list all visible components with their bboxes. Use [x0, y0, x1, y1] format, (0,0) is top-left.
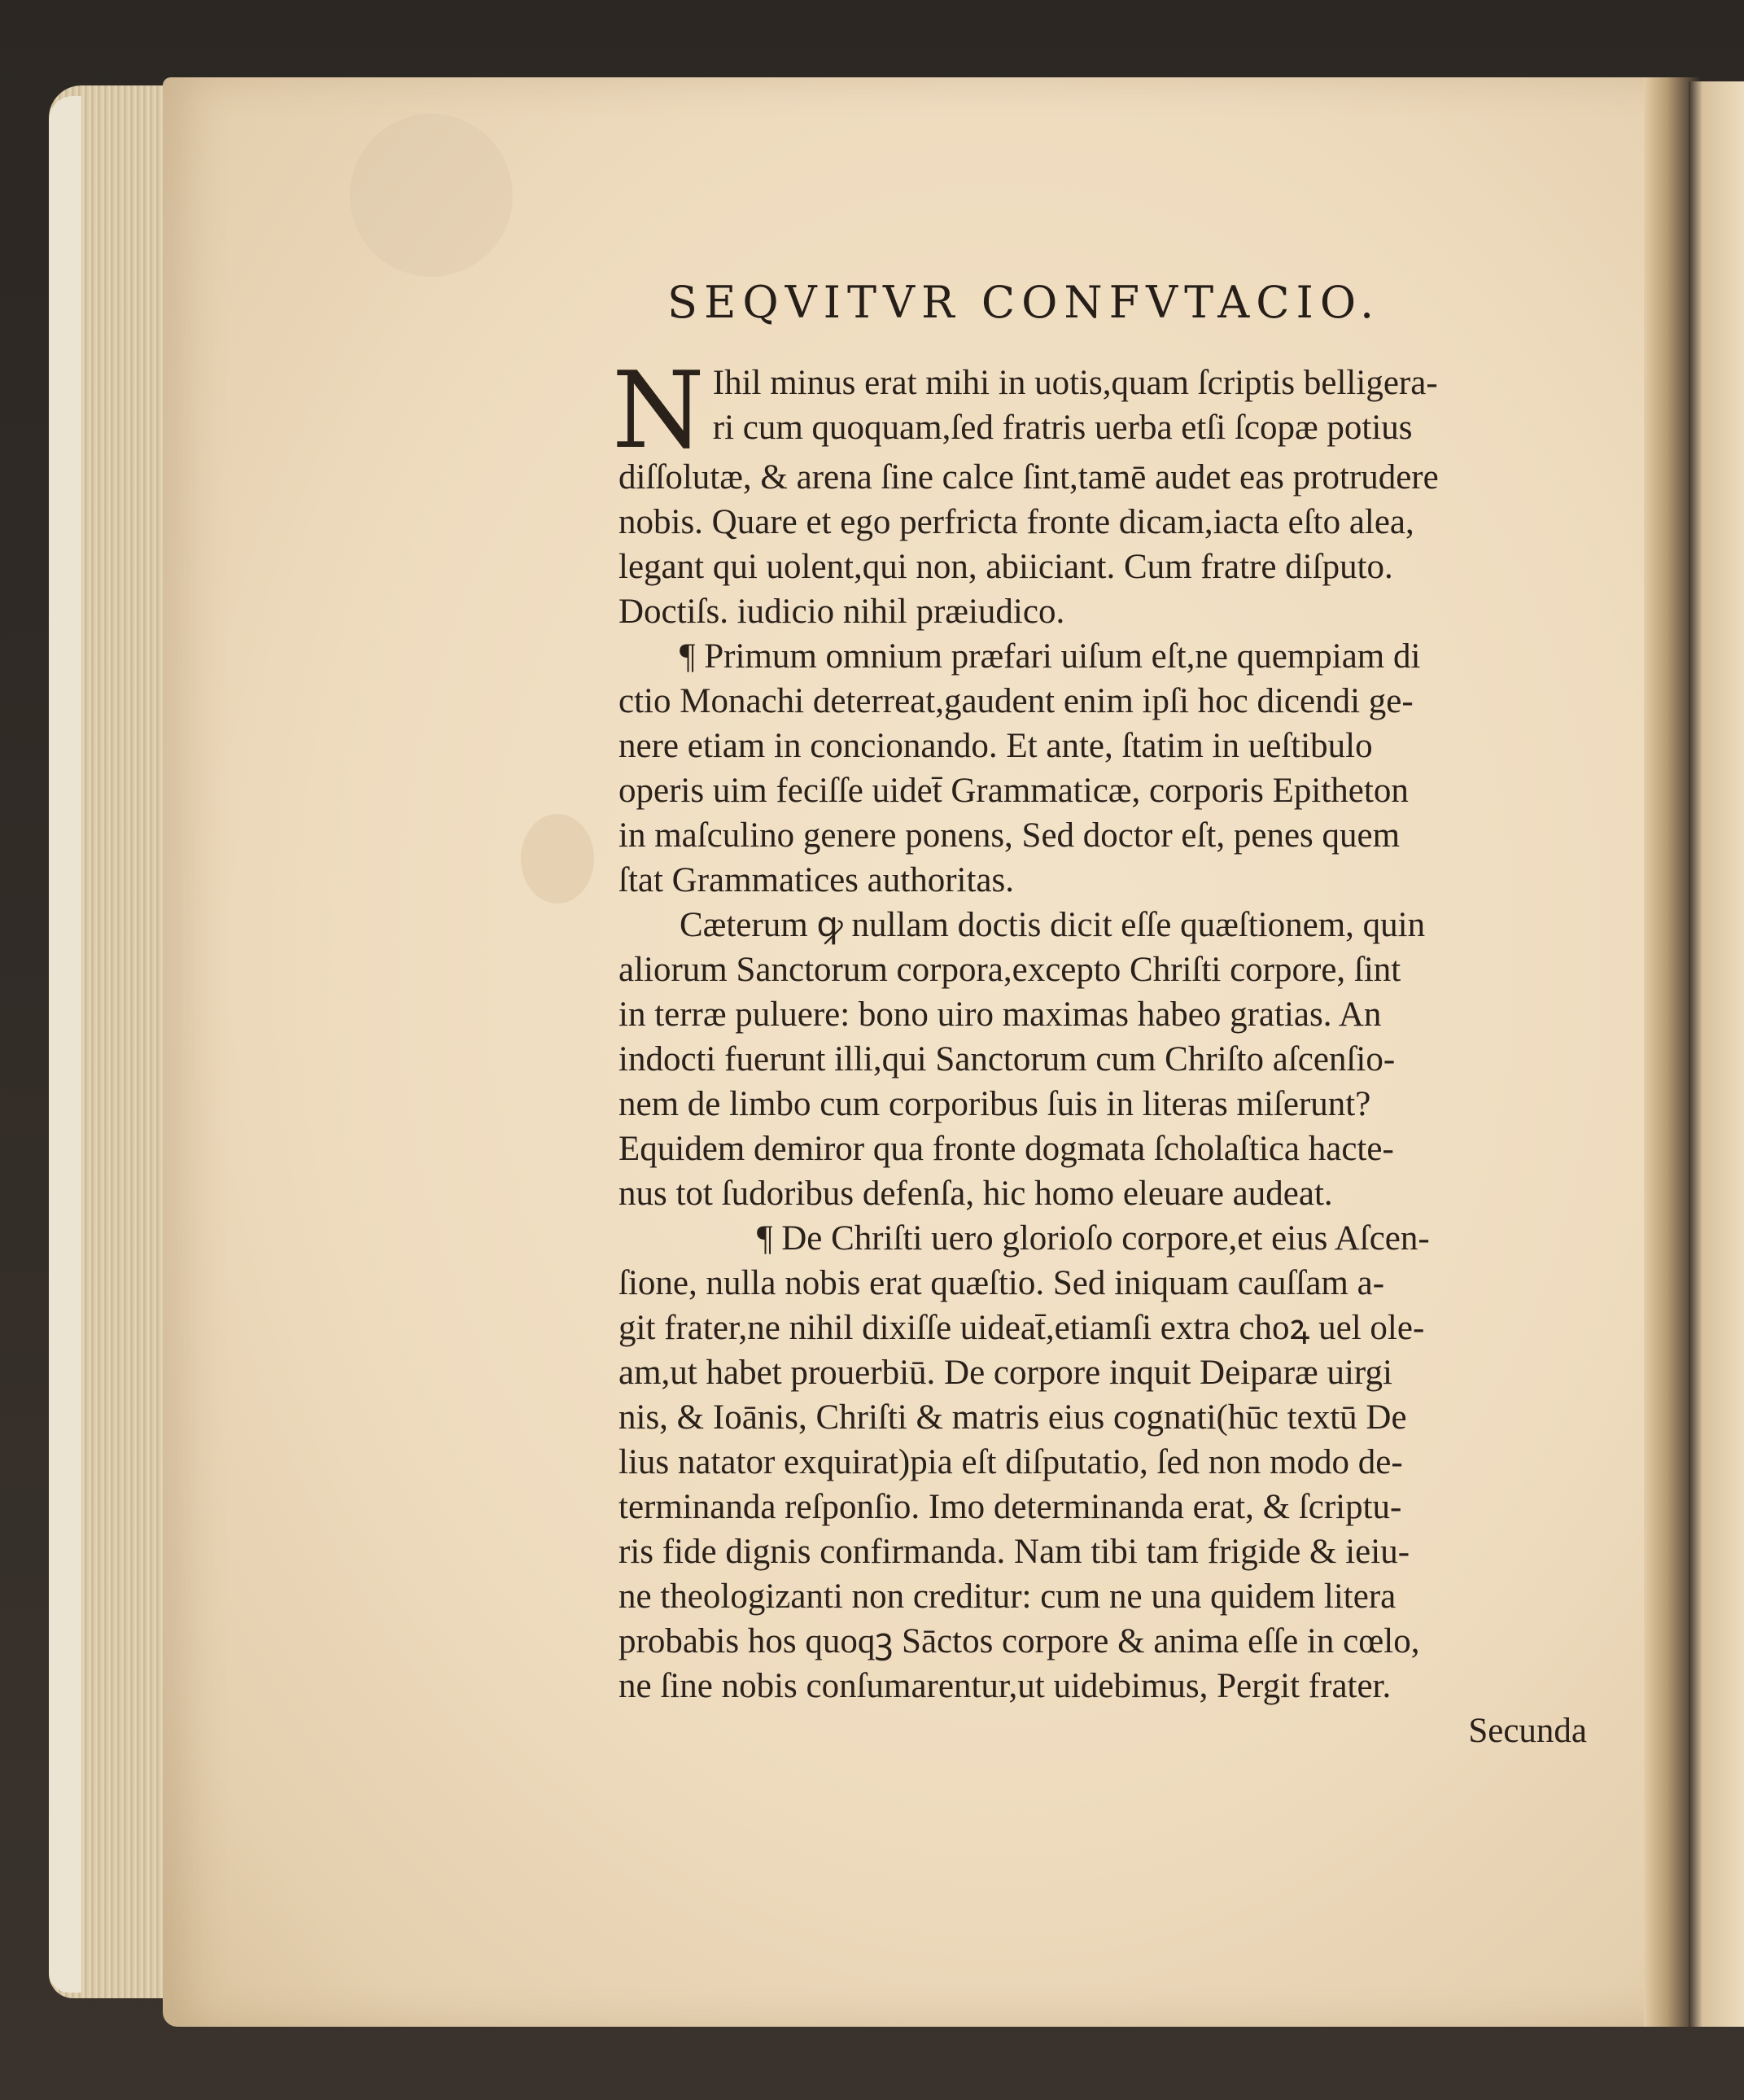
text-line: ctio Monachi deterreat,gaudent enim ipſi hoc dicendi ge- [618, 682, 1414, 720]
text-line: ¶ Primum omnium præfari uiſum eſt,ne quempiam di [680, 637, 1421, 676]
text-line: ſione, nulla nobis erat quæſtio. Sed iniquam cauſſam a- [618, 1264, 1385, 1302]
text-line: nere etiam in concionando. Et ante, ſtatim in ueſtibulo [618, 727, 1373, 765]
text-line: indocti fuerunt illi,qui Sanctorum cum Chriſto aſcenſio- [618, 1040, 1396, 1078]
text-line: ne theologizanti non creditur: cum ne una quidem litera [618, 1577, 1397, 1616]
text-line: nus tot ſudoribus defenſa, hic homo eleuare audeat. [618, 1175, 1333, 1213]
text-line: legant qui uolent,qui non, abiiciant. Cum fratre diſputo. [618, 548, 1393, 586]
text-line-content: Ihil minus erat mihi in uotis,quam ſcriptis belligera- [712, 364, 1438, 402]
drop-capital: N [612, 348, 705, 472]
page-heading: SEQVITVR CONFVTACIO. [667, 277, 1381, 328]
text-line: am,ut habet prouerbiū. De corpore inquit Deiparæ uirgi [618, 1354, 1392, 1392]
text-line: nem de limbo cum corporibus ſuis in literas miſerunt? [618, 1085, 1371, 1123]
text-line: nis, & Ioānis, Chriſti & matris eius cognati(hūc textū De [618, 1398, 1407, 1437]
text-line: ri cum quoquam,ſed fratris uerba etſi ſcopæ potius [712, 409, 1413, 447]
text-line: Cæterum ꝙ nullam doctis dicit eſſe quæſtionem, quin [680, 906, 1426, 944]
stain-spot [350, 114, 513, 277]
body-text [612, 348, 1587, 1708]
text-line: probabis hos quoqꝫ Sāctos corpore & anima eſſe in cœlo, [618, 1622, 1420, 1660]
text-line: Equidem demiror qua fronte dogmata ſcholaſtica hacte- [618, 1130, 1394, 1168]
text-line: lius natator exquirat)pia eſt diſputatio, ſed non modo de- [618, 1443, 1403, 1481]
text-line: terminanda reſponſio. Imo determinanda erat, & ſcriptu- [618, 1488, 1402, 1526]
text-line: diſſolutæ, & arena ſine calce ſint,tamē audet eas protrudere [618, 458, 1439, 497]
cover-edge [49, 96, 81, 1993]
text-line: ris fide dignis confirmanda. Nam tibi tam frigide & ieiu- [618, 1533, 1410, 1571]
text-line: in terræ puluere: bono uiro maximas habeo gratias. An [618, 995, 1382, 1034]
text-line: git frater,ne nihil dixiſſe uideat̄,etiamſi extra choꝝ uel ole- [618, 1309, 1425, 1347]
text-line: Doctiſs. iudicio nihil præiudico. [618, 593, 1065, 631]
text-line: ſtat Grammatices authoritas. [618, 861, 1014, 899]
text-line: in maſculino genere ponens, Sed doctor eſt, penes quem [618, 816, 1401, 855]
text-line: operis uim feciſſe uidet̄ Grammaticæ, corporis Epitheton [618, 772, 1409, 810]
text-line: nobis. Quare et ego perfricta fronte dicam,iacta eſto alea, [618, 503, 1414, 541]
text-block [612, 277, 1587, 1750]
stain-spot [521, 814, 594, 903]
text-line: ¶ De Chriſti uero glorioſo corpore,et eius Aſcen- [757, 1219, 1430, 1258]
text-line: aliorum Sanctorum corpora,excepto Chriſti corpore, ſint [618, 951, 1401, 989]
catchword: Secunda [1468, 1712, 1587, 1750]
facing-page-edge [1689, 81, 1744, 2027]
text-line: ne ſine nobis conſumarentur,ut uidebimus, Pergit frater. [618, 1667, 1392, 1705]
